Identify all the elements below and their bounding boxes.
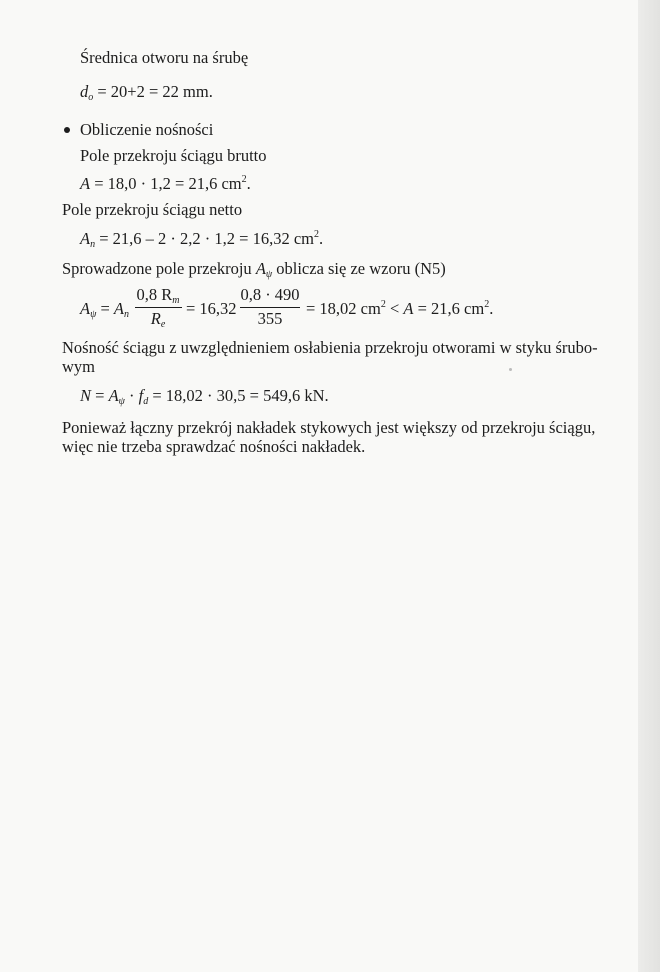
expression: = 18,02 · 30,5 = 549,6 kN. [148,386,329,405]
paragraph-line: więc nie trzeba sprawdzać nośności nakładek. [62,437,366,456]
formula-result [306,299,493,319]
expression: = 20+2 = 22 mm. [93,82,213,101]
result-text: = 18,02 cm [306,299,381,318]
period: . [246,174,251,193]
print-speck [509,368,512,371]
symbol: N [80,386,92,405]
page-edge-shadow [638,0,660,972]
symbol: A [108,386,119,405]
equation-gross-area [80,174,251,194]
superscript: 2 [380,299,386,310]
symbol: d [80,82,89,101]
text-part: oblicza się ze wzoru (N5) [272,259,446,278]
superscript: 2 [484,299,490,310]
compare-text: = 21,6 cm [413,299,485,318]
text-line: Pole przekroju ściągu netto [62,200,243,219]
symbol: A [80,229,91,248]
subscript: ψ [118,396,125,407]
period: . [318,229,324,248]
fraction-2-bar [240,307,300,308]
equation-capacity [80,386,329,406]
subscript: m [172,295,180,306]
subscript: n [123,309,129,320]
paragraph-line: Nośność ściągu z uwzględnieniem osłabienia przekroju otworami w styku śrubo- [62,338,598,357]
fraction-2-numerator: 0,8 · 490 [240,285,300,304]
expression: = 18,0 · 1,2 = 21,6 cm [90,174,242,193]
formula-middle: = 16,32 [186,299,237,318]
less-than: < [385,299,404,318]
period: . [489,299,494,318]
expression: = 21,6 – 2 · 2,2 · 1,2 = 16,32 cm [95,229,314,248]
subscript: n [90,239,96,250]
equals: = [96,299,114,318]
symbol: A [113,299,124,318]
symbol: f [138,386,144,405]
fraction-1-bar [135,307,182,308]
bullet-icon [64,127,70,133]
equation-net-area [80,229,323,249]
text-part: Sprowadzone pole przekroju [62,259,256,278]
subscript: d [143,396,149,407]
text-line [62,259,446,279]
subscript: ψ [90,309,97,320]
fraction-2-denominator: 355 [257,309,283,328]
multiply: · [124,386,139,405]
formula-lhs [80,299,129,319]
equals: = [91,386,109,405]
subscript: ψ [265,269,273,280]
paragraph-line: wym [62,357,95,376]
section-heading: Obliczenie nośności [80,120,214,139]
superscript: 2 [313,229,319,240]
symbol: A [80,174,91,193]
denominator-text: R [150,309,161,328]
subscript: o [88,92,94,103]
symbol: A [80,299,91,318]
fraction-1-numerator [136,285,180,305]
equation-hole-diameter [80,82,213,102]
subscript: e [160,319,166,330]
fraction-1-denominator [136,309,180,329]
text-line: Średnica otworu na śrubę [80,48,249,67]
text-line: Pole przekroju ściągu brutto [80,146,267,165]
numerator-text: 0,8 R [136,285,173,304]
paragraph-line: Ponieważ łączny przekrój nakładek stykowych jest większy od przekroju ściągu, [62,418,596,437]
superscript: 2 [241,174,247,185]
symbol: A [403,299,414,318]
symbol: A [255,259,266,278]
